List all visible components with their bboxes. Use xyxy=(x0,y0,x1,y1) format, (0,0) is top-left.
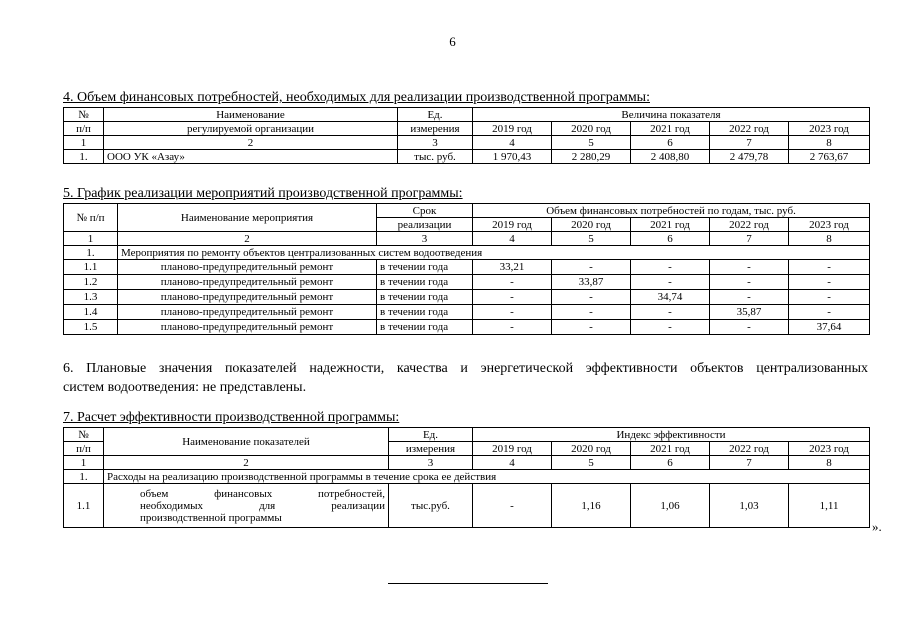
value-cell: - xyxy=(789,275,870,290)
table-row xyxy=(64,150,870,164)
index-row xyxy=(64,136,870,150)
value-cell: 37,64 xyxy=(789,320,870,335)
header-value-group: Величина показателя xyxy=(473,108,870,122)
value-cell: - xyxy=(631,320,710,335)
value-cell: 1,16 xyxy=(552,484,631,528)
indicator-name-line2: необходимых для реализации xyxy=(140,499,385,512)
header-term-2: реализации xyxy=(377,218,473,232)
section4-title: 4. Объем финансовых потребностей, необходимых для реализации производственной программы: xyxy=(63,90,650,105)
value-cell: - xyxy=(552,320,631,335)
index-cell: 2 xyxy=(118,232,377,246)
index-cell: 8 xyxy=(789,136,870,150)
value-cell: 33,87 xyxy=(552,275,631,290)
closing-quote: ». xyxy=(872,519,882,534)
header-num: № xyxy=(64,428,104,442)
index-cell: 4 xyxy=(473,232,552,246)
table-row xyxy=(64,320,870,335)
index-row xyxy=(64,456,870,470)
value-cell: - xyxy=(473,275,552,290)
header-num: № xyxy=(64,108,104,122)
year-header: 2021 год xyxy=(631,218,710,232)
year-header: 2023 год xyxy=(789,218,870,232)
index-cell: 5 xyxy=(552,456,631,470)
index-cell: 1 xyxy=(64,136,104,150)
row-unit: тыс. руб. xyxy=(398,150,473,164)
header-unit-2: измерения xyxy=(389,442,473,456)
header-num: № п/п xyxy=(64,204,118,232)
value-cell: - xyxy=(710,320,789,335)
value-cell: - xyxy=(710,260,789,275)
table-row xyxy=(64,305,870,320)
value-cell: - xyxy=(631,305,710,320)
group-name: Расходы на реализацию производственной программы в течение срока ее действия xyxy=(104,470,870,484)
table-row xyxy=(64,290,870,305)
term-cell: в течении года xyxy=(377,320,473,335)
index-cell: 6 xyxy=(631,232,710,246)
value-cell: - xyxy=(473,320,552,335)
section6-text xyxy=(63,359,868,397)
row-num: 1.3 xyxy=(64,290,118,305)
header-term: Срок xyxy=(377,204,473,218)
section7-table xyxy=(63,427,870,528)
value-cell: - xyxy=(710,290,789,305)
value-cell: 33,21 xyxy=(473,260,552,275)
header-name: Наименование мероприятия xyxy=(118,204,377,232)
year-header: 2023 год xyxy=(789,442,870,456)
indicator-name-line1: объем финансовых потребностей, xyxy=(140,487,385,500)
value-cell: - xyxy=(552,290,631,305)
year-header: 2022 год xyxy=(710,442,789,456)
year-header: 2023 год xyxy=(789,122,870,136)
value-cell: - xyxy=(789,290,870,305)
table-row xyxy=(64,484,870,528)
year-header: 2022 год xyxy=(710,122,789,136)
row-unit: тыс.руб. xyxy=(389,484,473,528)
section6-line1: 6. Плановые значения показателей надежности, качества и энергетической эффективности объектов централизованных xyxy=(63,361,868,376)
header-unit-2: измерения xyxy=(398,122,473,136)
value-cell: - xyxy=(710,275,789,290)
index-cell: 2 xyxy=(104,456,389,470)
index-cell: 3 xyxy=(377,232,473,246)
value-cell: 1,03 xyxy=(710,484,789,528)
section5-title: 5. График реализации мероприятий производственной программы: xyxy=(63,186,463,201)
term-cell: в течении года xyxy=(377,305,473,320)
term-cell: в течении года xyxy=(377,290,473,305)
event-name: планово-предупредительный ремонт xyxy=(118,260,377,275)
event-name: планово-предупредительный ремонт xyxy=(118,290,377,305)
header-name: Наименование xyxy=(104,108,398,122)
group-num: 1. xyxy=(64,246,118,260)
index-cell: 7 xyxy=(710,232,789,246)
term-cell: в течении года xyxy=(377,260,473,275)
row-num: 1.2 xyxy=(64,275,118,290)
value-cell: - xyxy=(789,260,870,275)
value-cell: - xyxy=(552,305,631,320)
index-cell: 1 xyxy=(64,232,118,246)
value-cell: - xyxy=(473,305,552,320)
table-row xyxy=(64,260,870,275)
group-row xyxy=(64,246,870,260)
index-cell: 2 xyxy=(104,136,398,150)
index-cell: 7 xyxy=(710,136,789,150)
value-cell: 2 280,29 xyxy=(552,150,631,164)
index-cell: 6 xyxy=(631,136,710,150)
value-cell: 1,11 xyxy=(789,484,870,528)
header-num-2: п/п xyxy=(64,122,104,136)
year-header: 2020 год xyxy=(552,122,631,136)
page-number: 6 xyxy=(449,34,456,49)
header-num-2: п/п xyxy=(64,442,104,456)
index-cell: 3 xyxy=(389,456,473,470)
org-name: ООО УК «Азау» xyxy=(104,150,398,164)
year-header: 2020 год xyxy=(552,218,631,232)
value-cell: - xyxy=(631,275,710,290)
header-unit: Ед. xyxy=(398,108,473,122)
event-name: планово-предупредительный ремонт xyxy=(118,320,377,335)
section4-table xyxy=(63,107,870,164)
section6-line2: систем водоотведения: не представлены. xyxy=(63,380,307,395)
value-cell: 34,74 xyxy=(631,290,710,305)
header-value-group: Объем финансовых потребностей по годам, тыс. руб. xyxy=(473,204,870,218)
value-cell: - xyxy=(789,305,870,320)
value-cell: - xyxy=(552,260,631,275)
row-num: 1.1 xyxy=(64,260,118,275)
index-cell: 5 xyxy=(552,232,631,246)
value-cell: - xyxy=(473,290,552,305)
index-cell: 5 xyxy=(552,136,631,150)
group-num: 1. xyxy=(64,470,104,484)
index-cell: 8 xyxy=(789,232,870,246)
index-cell: 3 xyxy=(398,136,473,150)
value-cell: 2 408,80 xyxy=(631,150,710,164)
row-num: 1.5 xyxy=(64,320,118,335)
year-header: 2019 год xyxy=(473,218,552,232)
index-cell: 4 xyxy=(473,456,552,470)
header-unit: Ед. xyxy=(389,428,473,442)
table-row xyxy=(64,275,870,290)
index-row xyxy=(64,232,870,246)
header-value-group: Индекс эффективности xyxy=(473,428,870,442)
value-cell: 2 763,67 xyxy=(789,150,870,164)
year-header: 2022 год xyxy=(710,218,789,232)
year-header: 2020 год xyxy=(552,442,631,456)
row-num: 1.1 xyxy=(64,484,104,528)
year-header: 2019 год xyxy=(473,122,552,136)
header-name: Наименование показателей xyxy=(104,428,389,456)
index-cell: 4 xyxy=(473,136,552,150)
footer-separator-line xyxy=(388,583,548,584)
index-cell: 1 xyxy=(64,456,104,470)
event-name: планово-предупредительный ремонт xyxy=(118,275,377,290)
value-cell: - xyxy=(631,260,710,275)
year-header: 2021 год xyxy=(631,442,710,456)
group-name: Мероприятия по ремонту объектов централизованных систем водоотведения xyxy=(118,246,870,260)
year-header: 2021 год xyxy=(631,122,710,136)
row-num: 1.4 xyxy=(64,305,118,320)
value-cell: 2 479,78 xyxy=(710,150,789,164)
index-cell: 7 xyxy=(710,456,789,470)
section7-title: 7. Расчет эффективности производственной программы: xyxy=(63,410,400,425)
indicator-name xyxy=(104,484,389,528)
year-header: 2019 год xyxy=(473,442,552,456)
indicator-name-line3: производственной программы xyxy=(140,511,282,524)
index-cell: 8 xyxy=(789,456,870,470)
value-cell: 35,87 xyxy=(710,305,789,320)
term-cell: в течении года xyxy=(377,275,473,290)
event-name: планово-предупредительный ремонт xyxy=(118,305,377,320)
group-row xyxy=(64,470,870,484)
index-cell: 6 xyxy=(631,456,710,470)
value-cell: - xyxy=(473,484,552,528)
value-cell: 1,06 xyxy=(631,484,710,528)
section5-table xyxy=(63,203,870,335)
header-name-2: регулируемой организации xyxy=(104,122,398,136)
row-num: 1. xyxy=(64,150,104,164)
value-cell: 1 970,43 xyxy=(473,150,552,164)
